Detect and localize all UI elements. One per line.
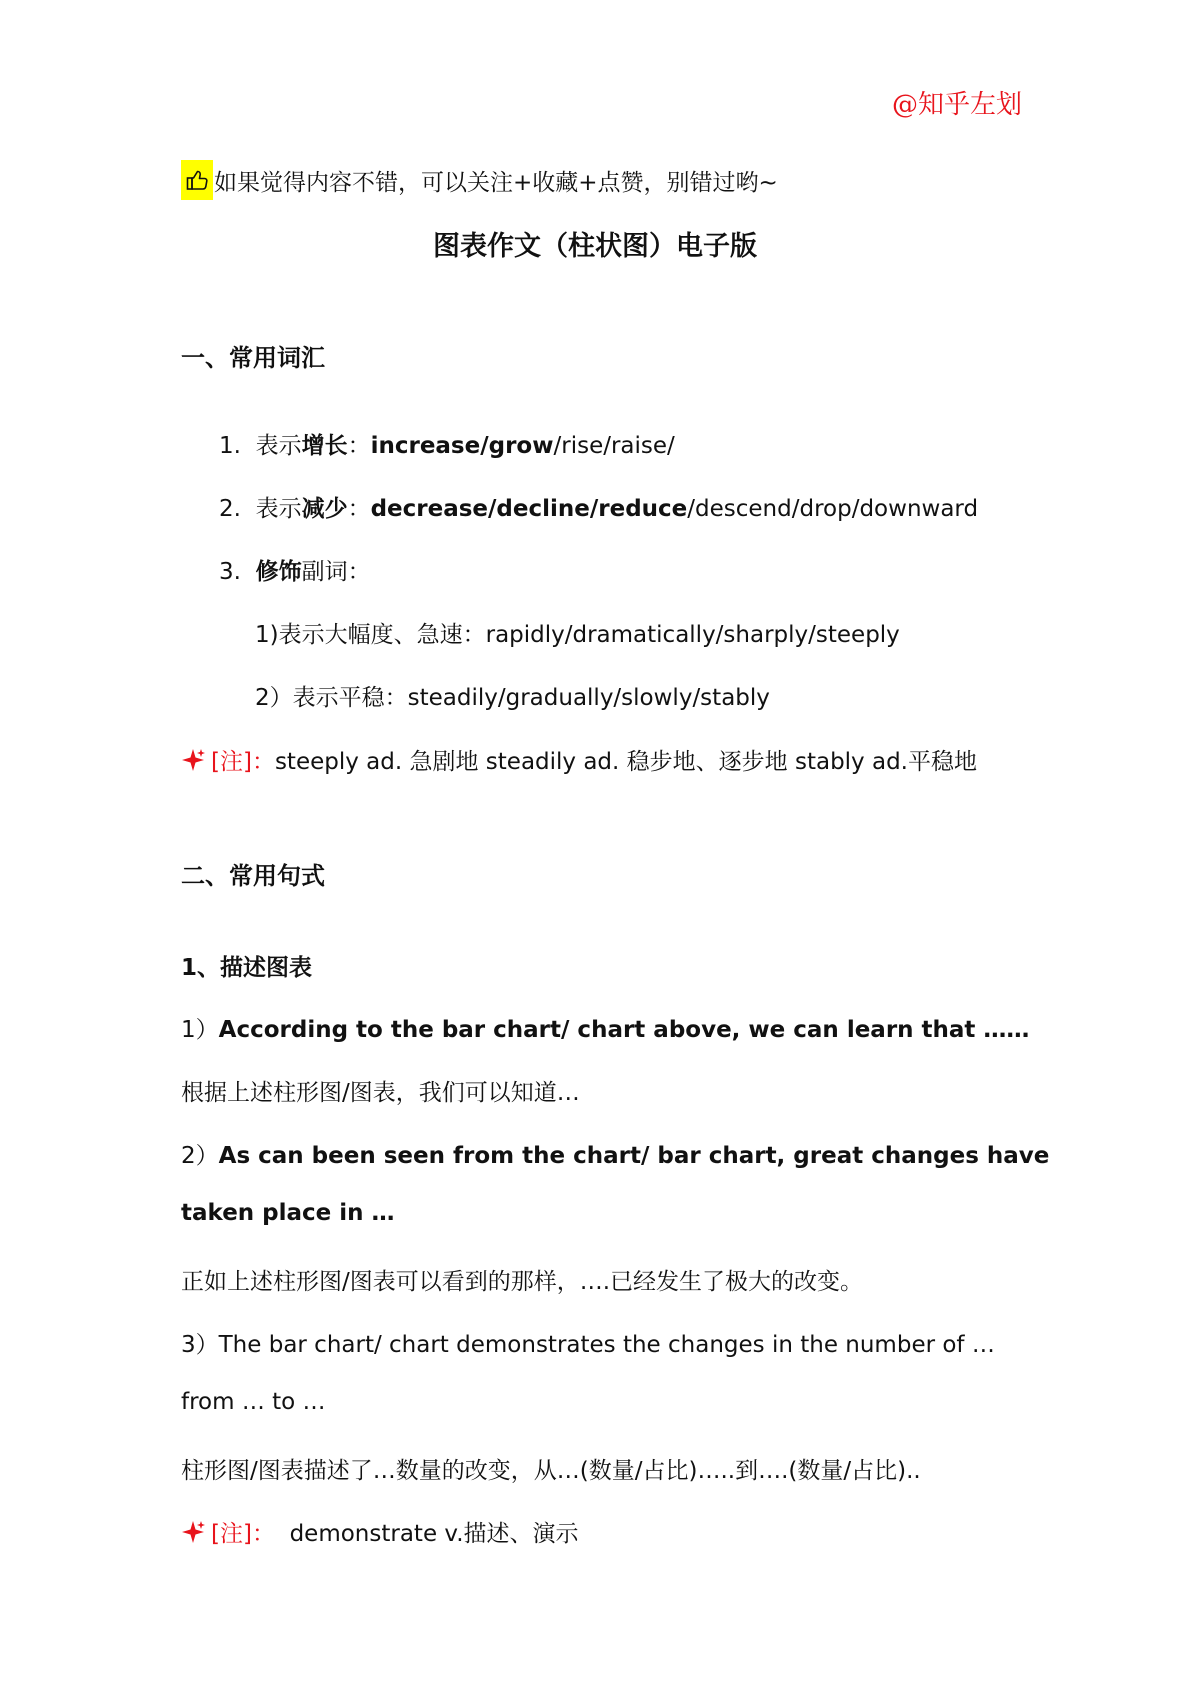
vocab-sub-steady: 2）表示平稳：steadily/gradually/slowly/stably bbox=[255, 685, 770, 711]
section-heading-vocab: 一、常用词汇 bbox=[181, 344, 325, 372]
vocab-sub-rapid: 1)表示大幅度、急速：rapidly/dramatically/sharply/steeply bbox=[255, 622, 900, 648]
sentence-3-en: 3）The bar chart/ chart demonstrates the changes in the number of … bbox=[181, 1332, 995, 1358]
promo-text: 如果觉得内容不错，可以关注+收藏+点赞，别错过哟~ bbox=[214, 169, 778, 196]
promo-line bbox=[181, 160, 778, 200]
vocab-item-decrease: 2. 表示减少：decrease/decline/reduce/descend/drop/downward bbox=[219, 496, 979, 522]
sentence-2-en-cont: taken place in … bbox=[181, 1200, 395, 1226]
sentence-1-cn: 根据上述柱形图/图表，我们可以知道… bbox=[181, 1080, 580, 1106]
sparkle-icon bbox=[181, 748, 205, 772]
vocab-item-increase: 1. 表示增长：increase/grow/rise/raise/ bbox=[219, 433, 675, 459]
sentence-2-cn: 正如上述柱形图/图表可以看到的那样，….已经发生了极大的改变。 bbox=[181, 1269, 864, 1295]
sentence-2-en: 2）As can been seen from the chart/ bar chart, great changes have bbox=[181, 1143, 1050, 1169]
watermark: @知乎左划 bbox=[891, 90, 1022, 120]
sentence-3-cn: 柱形图/图表描述了…数量的改变，从…(数量/占比)…..到….(数量/占比).. bbox=[181, 1458, 921, 1484]
sentence-3-en-cont: from … to … bbox=[181, 1389, 326, 1415]
sparkle-icon bbox=[181, 1520, 205, 1544]
subheading-describe-chart: 1、描述图表 bbox=[181, 955, 313, 981]
note-label: [注]： bbox=[211, 1521, 275, 1547]
page-title: 图表作文（柱状图）电子版 bbox=[433, 231, 757, 262]
note-label: [注]： bbox=[211, 749, 275, 775]
note-line-vocab bbox=[181, 743, 977, 776]
vocab-item-adverbs: 3. 修饰副词： bbox=[219, 559, 371, 585]
note-text: demonstrate v.描述、演示 bbox=[289, 1521, 579, 1547]
section-heading-sentences: 二、常用句式 bbox=[181, 862, 325, 890]
sentence-1-en: 1）According to the bar chart/ chart above, we can learn that …… bbox=[181, 1017, 1030, 1043]
thumbs-up-icon bbox=[181, 160, 213, 200]
note-line-sentences bbox=[181, 1515, 579, 1548]
note-text: steeply ad. 急剧地 steadily ad. 稳步地、逐步地 stably ad.平稳地 bbox=[274, 749, 977, 775]
